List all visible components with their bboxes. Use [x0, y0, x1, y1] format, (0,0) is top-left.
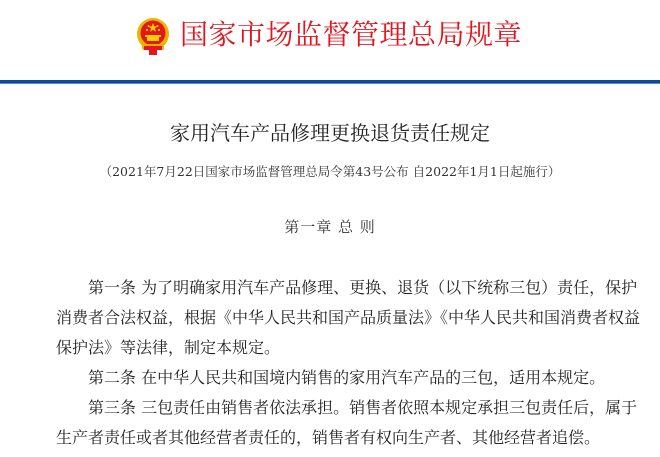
article-text: 为了明确家用汽车产品修理、更换、退货（以下统称三包）责任，保护	[141, 278, 638, 297]
article-label: 第二条	[88, 368, 137, 387]
header-divider-light	[0, 83, 660, 84]
article-1-line-3	[56, 336, 280, 360]
chapter-heading: 第一章 总 则	[284, 218, 376, 236]
page-header	[0, 0, 660, 80]
article-text: 在中华人民共和国境内销售的家用汽车产品的三包，适用本规定。	[141, 368, 606, 387]
national-emblem-icon	[135, 17, 171, 57]
article-label: 第一条	[88, 278, 137, 297]
article-text: 三包责任由销售者依法承担。销售者依照本规定承担三包责任后，属于	[141, 398, 638, 417]
article-text: 生产者责任或者其他经营者责任的，销售者有权向生产者、其他经营者追偿。	[56, 428, 601, 447]
article-3-line-2	[56, 426, 600, 450]
document-title: 家用汽车产品修理更换退货责任规定	[170, 121, 490, 145]
document-subtitle: （2021年7月22日国家市场监督管理总局令第43号公布 自2022年1月1日起施行）	[99, 164, 561, 179]
article-text: 保护法》等法律，制定本规定。	[56, 338, 281, 357]
article-text: 消费者合法权益，根据《中华人民共和国产品质量法》《中华人民共和国消费者权益	[56, 308, 641, 327]
article-3-line-1	[88, 396, 637, 420]
article-2-line-1	[88, 366, 605, 390]
article-1-line-1	[88, 276, 637, 300]
header-title: 国家市场监督管理总局规章	[180, 18, 523, 51]
article-1-line-2	[56, 306, 640, 330]
article-label: 第三条	[88, 398, 137, 417]
